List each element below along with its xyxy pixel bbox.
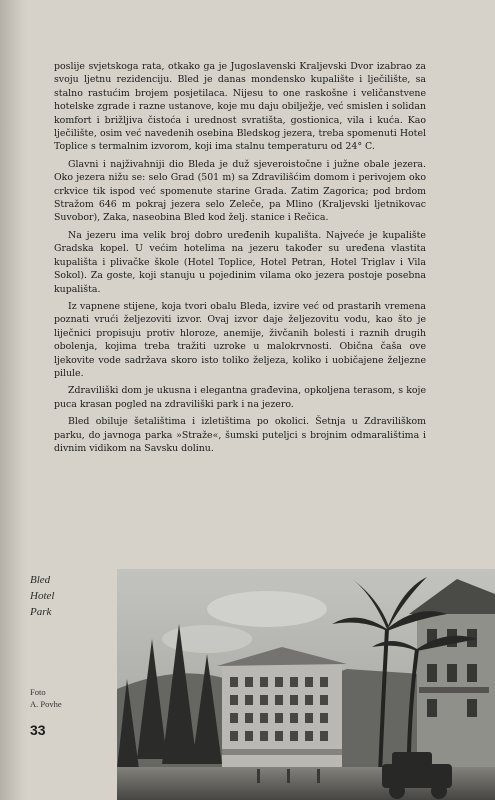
photo-credit — [30, 686, 100, 710]
paragraph: Iz vapnene stijene, koja tvori obalu Bleda, izvire već od prastarih vremena poznati vrući željezoviti izvor. Ovaj izvor daje željezovitu vodu, kao što je liječnici propisuju protiv hloroze, anemije, živčanih bolesti i raznih drugih obolenja, kojima treba tražiti uzroke u malokrvnosti. Obična čaša ove ljekovite vode sadržava skoro isto toliko željeza, koliko i uobičajene željezne pilule. — [54, 300, 426, 379]
credit-line: A. Povhe — [30, 699, 62, 709]
article-body — [54, 60, 426, 459]
photo-caption — [30, 572, 100, 620]
credit-line: Foto — [30, 687, 46, 697]
paragraph: poslije svjetskoga rata, otkako ga je Jugoslavenski Kraljevski Dvor izabrao za svoju ljetnu rezidenciju. Bled je danas mondensko kupalište i lječilište, sa stalno rastućim brojem posjetilaca. Nijesu to one raskošne i veličanstvene hotelske zgrade i razne ustanove, koje mu daju obilježje, već smislen i solidan komfort i brižljiva čistoća i urednost svratišta, gostionica, vila i kuća. Kao lječilište, osim već navedenih osebina Bledskog jezera, treba spomenuti Hotel Toplice s termalnim izvorom, koji ima stalnu temperaturu od 24° C. — [54, 61, 426, 153]
caption-line: Bled — [30, 574, 51, 586]
hotel-park-photo — [117, 569, 495, 800]
paragraph: Bled obiluje šetalištima i izletištima po okolici. Šetnja u Zdraviliškom parku, do javnoga parka »Straže«, šumski puteljci s brojnim odmaralištima i divnim vidikom na Savsku dolinu. — [54, 416, 426, 454]
caption-line: Park — [30, 606, 52, 618]
page-number: 33 — [30, 722, 46, 738]
photo-illustration — [117, 569, 495, 800]
paragraph: Na jezeru ima velik broj dobro uređenih kupališta. Najveće je kupalište Gradska kopel. U većim hotelima na jezeru također su uređena vlastita kupališta i plivačke škole (Hotel Toplice, Hotel Petran, Hotel Triglav i Vila Sokol). Za goste, koji stanuju u pojedinim vilama oko jezera postoje posebna kupališta. — [54, 229, 426, 295]
paragraph: Zdraviliški dom je ukusna i elegantna građevina, opkoljena terasom, s koje puca krasan pogled na zdraviliški park i na jezero. — [54, 385, 426, 410]
paragraph: Glavni i najživahniji dio Bleda je duž sjeveroistočne i južne obale jezera. Oko jezera nižu se: selo Grad (501 m) sa Zdravilišćim domom i perivojem oko crkvice tik ispod već spomenute starine Grada. Zatim Zagorica; pod brdom Stražom 646 m pokraj jezera selo Zeleče, pa Mlino (Kraljevski ljetnikovac Suvobor), Zaka, naseobina Bled kod želj. stanice i Rečica. — [54, 158, 426, 224]
caption-line: Hotel — [30, 590, 55, 602]
scan-edge-shadow — [0, 0, 28, 800]
